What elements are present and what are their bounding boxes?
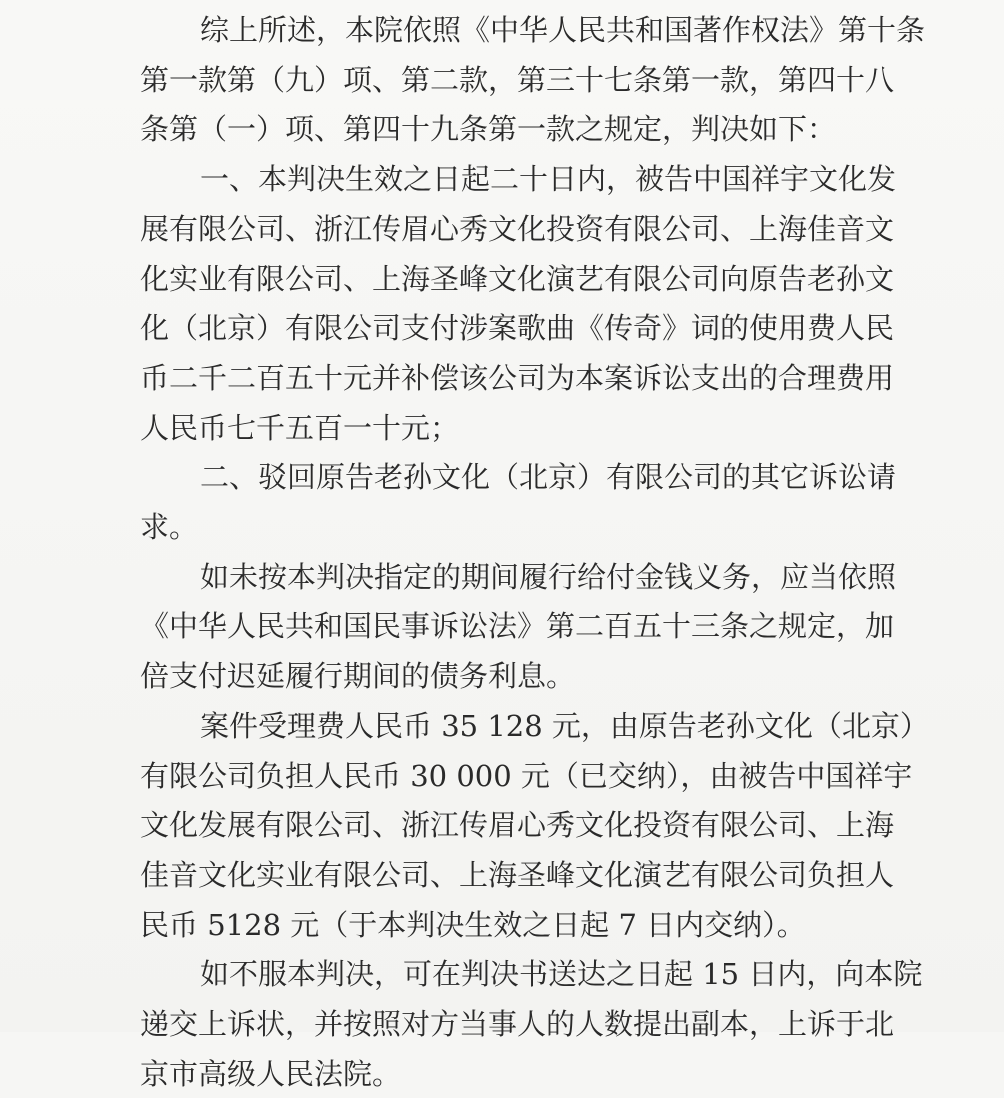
text-line: 如未按本判决指定的期间履行给付金钱义务，应当依照 bbox=[200, 559, 897, 594]
text-line: 化（北京）有限公司支付涉案歌曲《传奇》词的使用费人民 bbox=[140, 311, 895, 346]
text-line: 佳音文化实业有限公司、上海圣峰文化演艺有限公司负担人 bbox=[140, 857, 895, 892]
text-line: 第一款第（九）项、第二款，第三十七条第一款，第四十八 bbox=[140, 62, 895, 97]
text-line: 民币 5128 元（于本判决生效之日起 7 日内交纳）。 bbox=[140, 907, 806, 942]
text-line: 一、本判决生效之日起二十日内，被告中国祥宇文化发 bbox=[200, 162, 897, 197]
text-line: 化实业有限公司、上海圣峰文化演艺有限公司向原告老孙文 bbox=[140, 261, 895, 296]
text-line: 币二千二百五十元并补偿该公司为本案诉讼支出的合理费用 bbox=[140, 360, 895, 395]
text-line: 有限公司负担人民币 30 000 元（已交纳），由被告中国祥宇 bbox=[140, 758, 913, 793]
text-line: 综上所述，本院依照《中华人民共和国著作权法》第十条 bbox=[200, 13, 926, 47]
text-line: 案件受理费人民币 35 128 元，由原告老孙文化（北京） bbox=[200, 708, 929, 743]
text-line: 求。 bbox=[140, 510, 199, 544]
text-line: 展有限公司、浙江传眉心秀文化投资有限公司、上海佳音文 bbox=[140, 211, 895, 246]
text-line: 如不服本判决，可在判决书送达之日起 15 日内，向本院 bbox=[200, 957, 923, 992]
text-line: 倍支付迟延履行期间的债务利息。 bbox=[140, 659, 576, 694]
text-line: 递交上诉状，并按照对方当事人的人数提出副本，上诉于北 bbox=[140, 1007, 895, 1041]
text-line: 人民币七千五百一十元； bbox=[140, 410, 460, 445]
text-line: 文化发展有限公司、浙江传眉心秀文化投资有限公司、上海 bbox=[140, 808, 895, 843]
text-line: 京市高级人民法院。 bbox=[140, 1056, 402, 1091]
text-line: 二、驳回原告老孙文化（北京）有限公司的其它诉讼请 bbox=[200, 460, 897, 495]
text-line: 条第（一）项、第四十九条第一款之规定，判决如下： bbox=[140, 112, 837, 147]
text-line: 《中华人民共和国民事诉讼法》第二百五十三条之规定，加 bbox=[140, 609, 895, 644]
